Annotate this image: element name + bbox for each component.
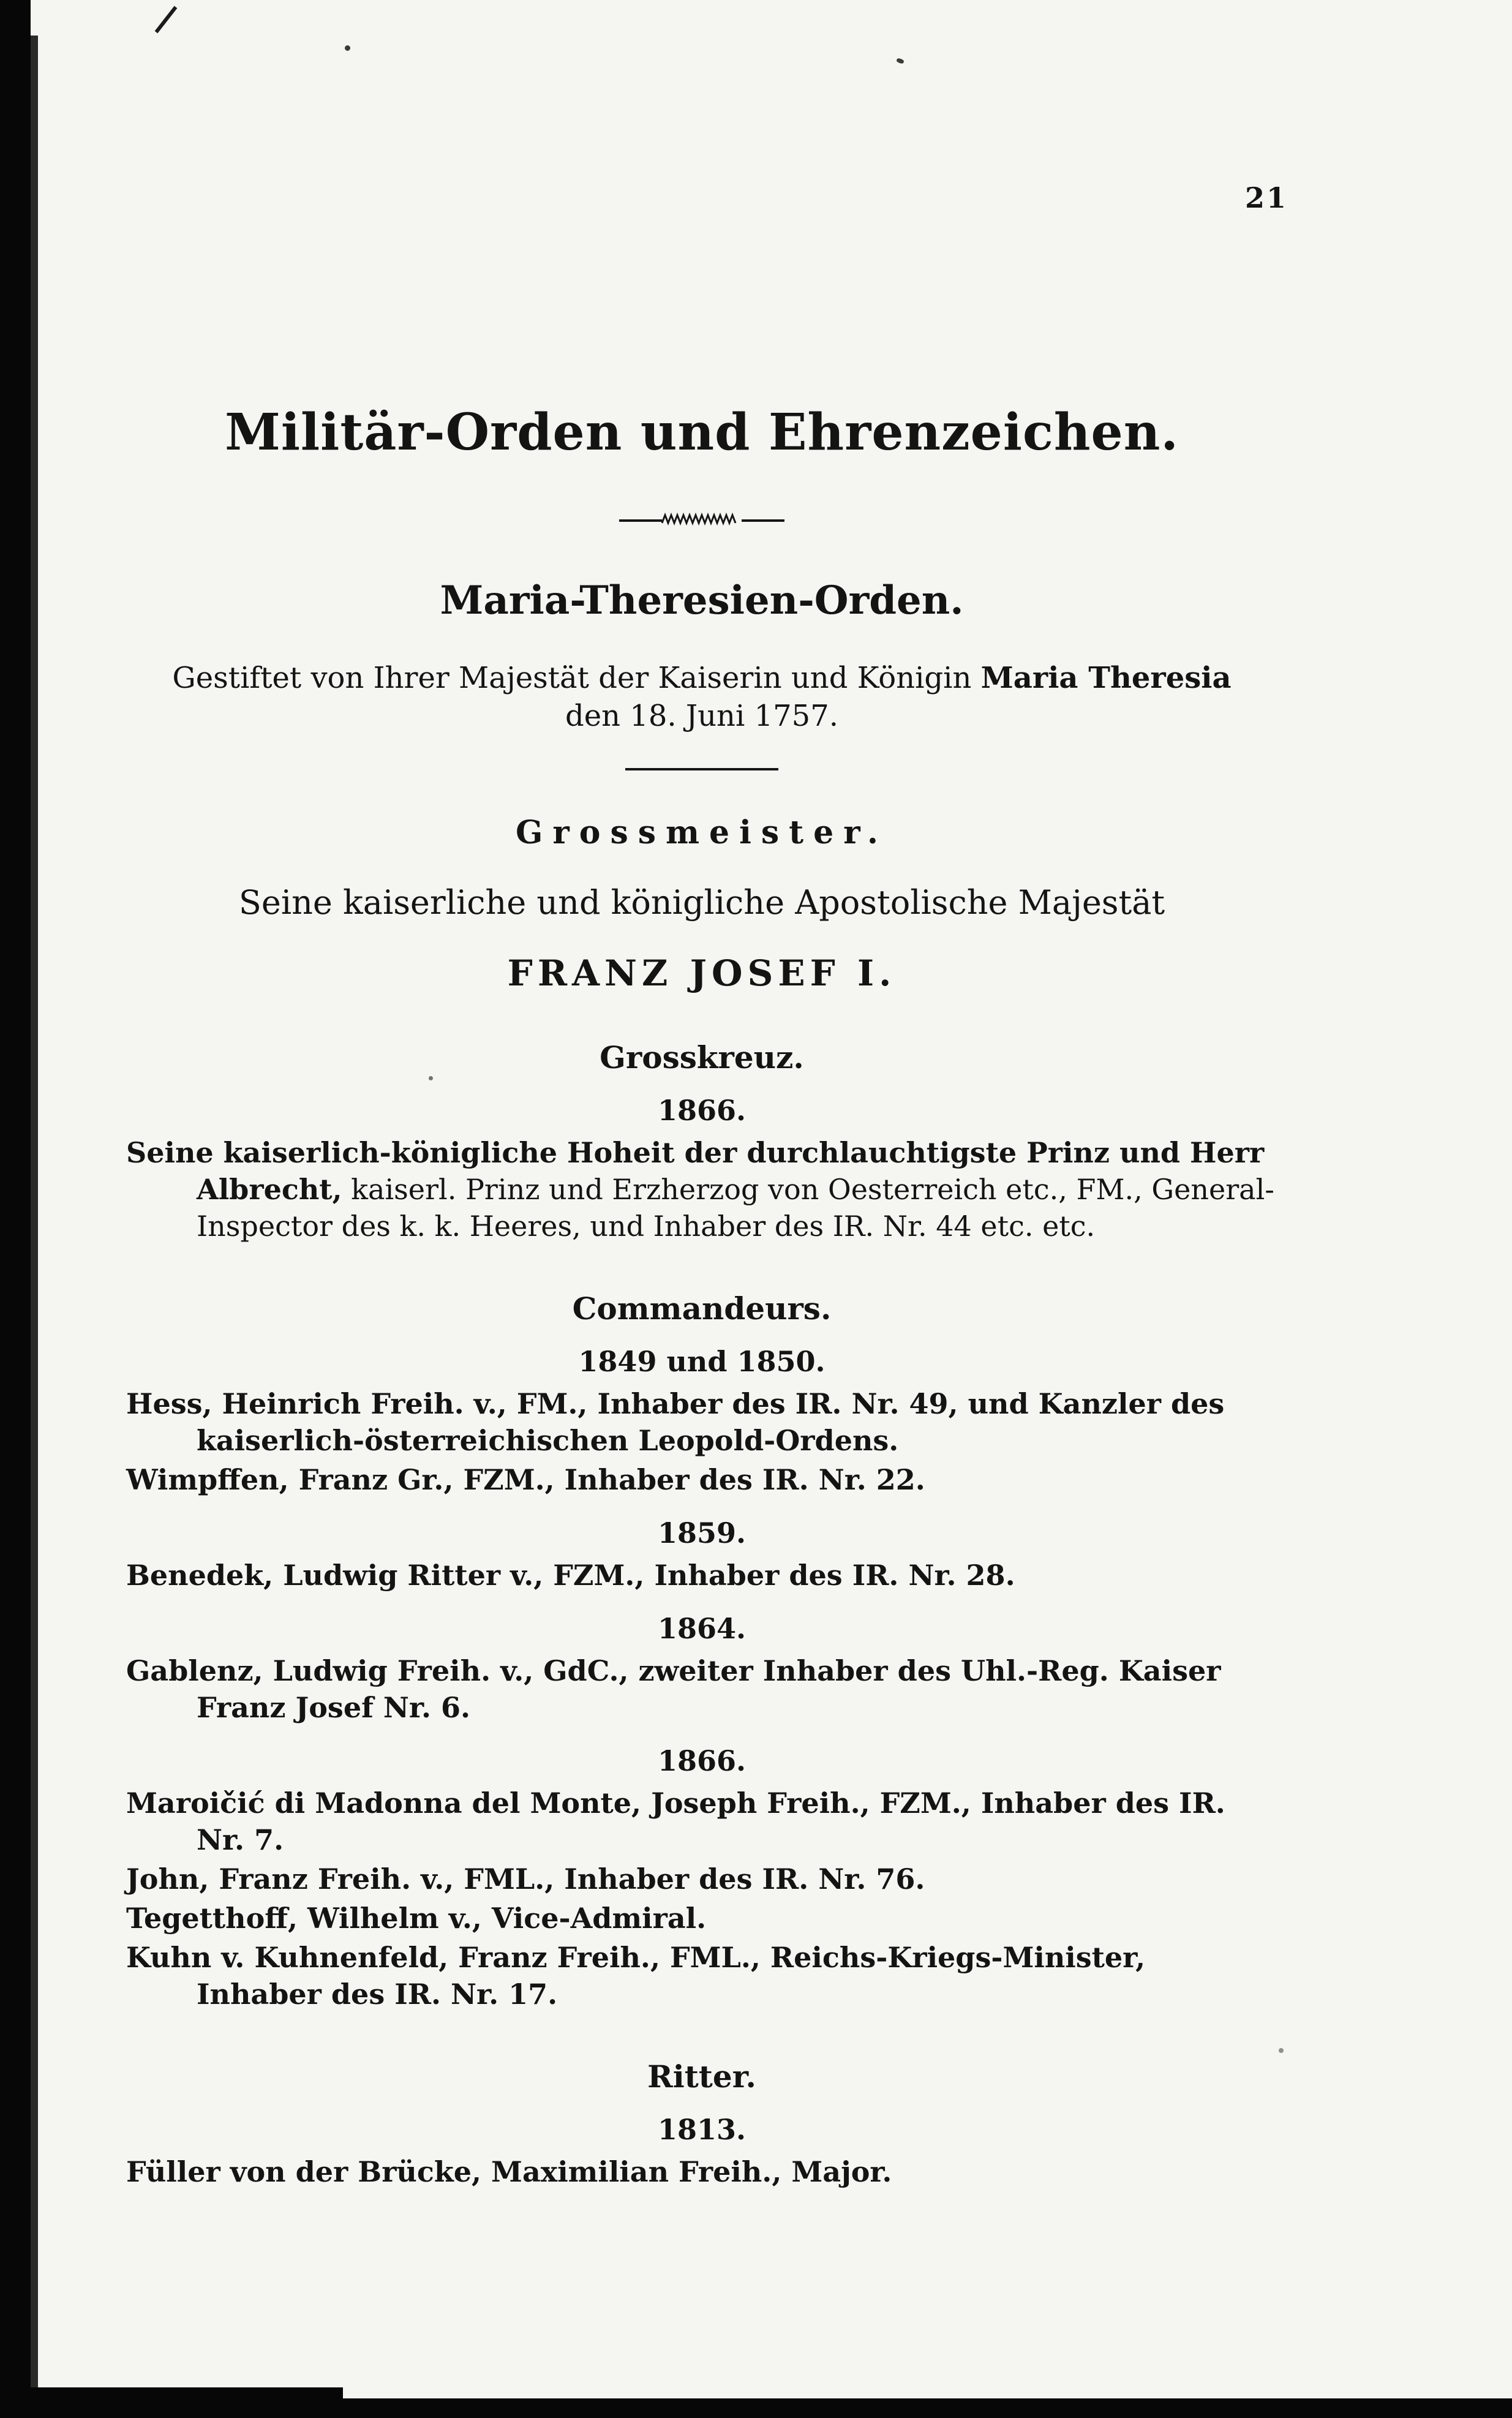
commandeurs-heading: Commandeurs. <box>572 1290 832 1327</box>
scan-edge-left <box>0 0 31 2418</box>
list-item: Kuhn v. Kuhnenfeld, Franz Freih., FML., Reichs-Kriegs-Minister, Inhaber des IR. Nr. 17. <box>126 1941 1146 2011</box>
order-title: Maria-Theresien-Orden. <box>440 578 964 623</box>
year-label: 1849 und 1850. <box>578 1345 826 1378</box>
founding-text-normal: Gestiftet von Ihrer Majestät der Kaiserin und Königin <box>172 661 981 695</box>
founding-date: den 18. Juni 1757. <box>565 699 838 733</box>
year-label: 1866. <box>657 1744 747 1777</box>
grosskreuz-entry <box>126 1134 1277 1245</box>
page-content <box>126 0 1277 2190</box>
list-item: Gablenz, Ludwig Freih. v., GdC., zweiter Inhaber des Uhl.-Reg. Kaiser Franz Josef Nr. 6. <box>126 1654 1221 1724</box>
list-item: Hess, Heinrich Freih. v., FM., Inhaber des IR. Nr. 49, und Kanzler des kaiserlich-österreichischen Leopold-Ordens. <box>126 1387 1225 1457</box>
year-label: 1813. <box>657 2113 747 2146</box>
list-item: Maroičić di Madonna del Monte, Joseph Freih., FZM., Inhaber des IR. Nr. 7. <box>126 1787 1225 1856</box>
scan-edge-left-shadow <box>31 36 38 2418</box>
grossmeister-name: FRANZ JOSEF I. <box>507 952 897 994</box>
grossmeister-line: Seine kaiserliche und königliche Apostolische Majestät <box>238 883 1165 922</box>
scan-speck <box>1279 2048 1284 2053</box>
list-item: John, Franz Freih. v., FML., Inhaber des IR. Nr. 76. <box>126 1862 925 1896</box>
year-label: 1864. <box>657 1612 747 1645</box>
page-number: 21 <box>1244 181 1288 214</box>
year-label: 1859. <box>657 1516 747 1550</box>
list-item: Füller von der Brücke, Maximilian Freih., Major. <box>126 2155 892 2188</box>
section-rule <box>625 768 778 770</box>
grossmeister-heading: Grossmeister. <box>515 814 888 851</box>
list-item: Benedek, Ludwig Ritter v., FZM., Inhaber des IR. Nr. 28. <box>126 1559 1015 1592</box>
grosskreuz-entry-rest: kaiserl. Prinz und Erzherzog von Oesterreich etc., FM., General-Inspector des k. k. Heeres, und Inhaber des IR. Nr. 44 etc. etc. <box>197 1173 1274 1243</box>
squiggle-divider-icon <box>126 508 1277 527</box>
grosskreuz-heading: Grosskreuz. <box>600 1039 804 1075</box>
founding-text <box>126 659 1277 735</box>
year-label: 1866. <box>657 1094 747 1127</box>
list-item: Tegetthoff, Wilhelm v., Vice-Admiral. <box>126 1902 707 1935</box>
list-item: Wimpffen, Franz Gr., FZM., Inhaber des IR. Nr. 22. <box>126 1463 925 1496</box>
scan-edge-bottom-left <box>0 2387 343 2418</box>
ritter-heading: Ritter. <box>647 2058 756 2095</box>
page-title: Militär-Orden und Ehrenzeichen. <box>225 403 1179 462</box>
grosskreuz-entry-bold: Seine kaiserlich-königliche Hoheit der durchlauchtigste Prinz und Herr Albrecht, <box>126 1136 1265 1206</box>
founding-text-bold: Maria Theresia <box>980 661 1232 695</box>
